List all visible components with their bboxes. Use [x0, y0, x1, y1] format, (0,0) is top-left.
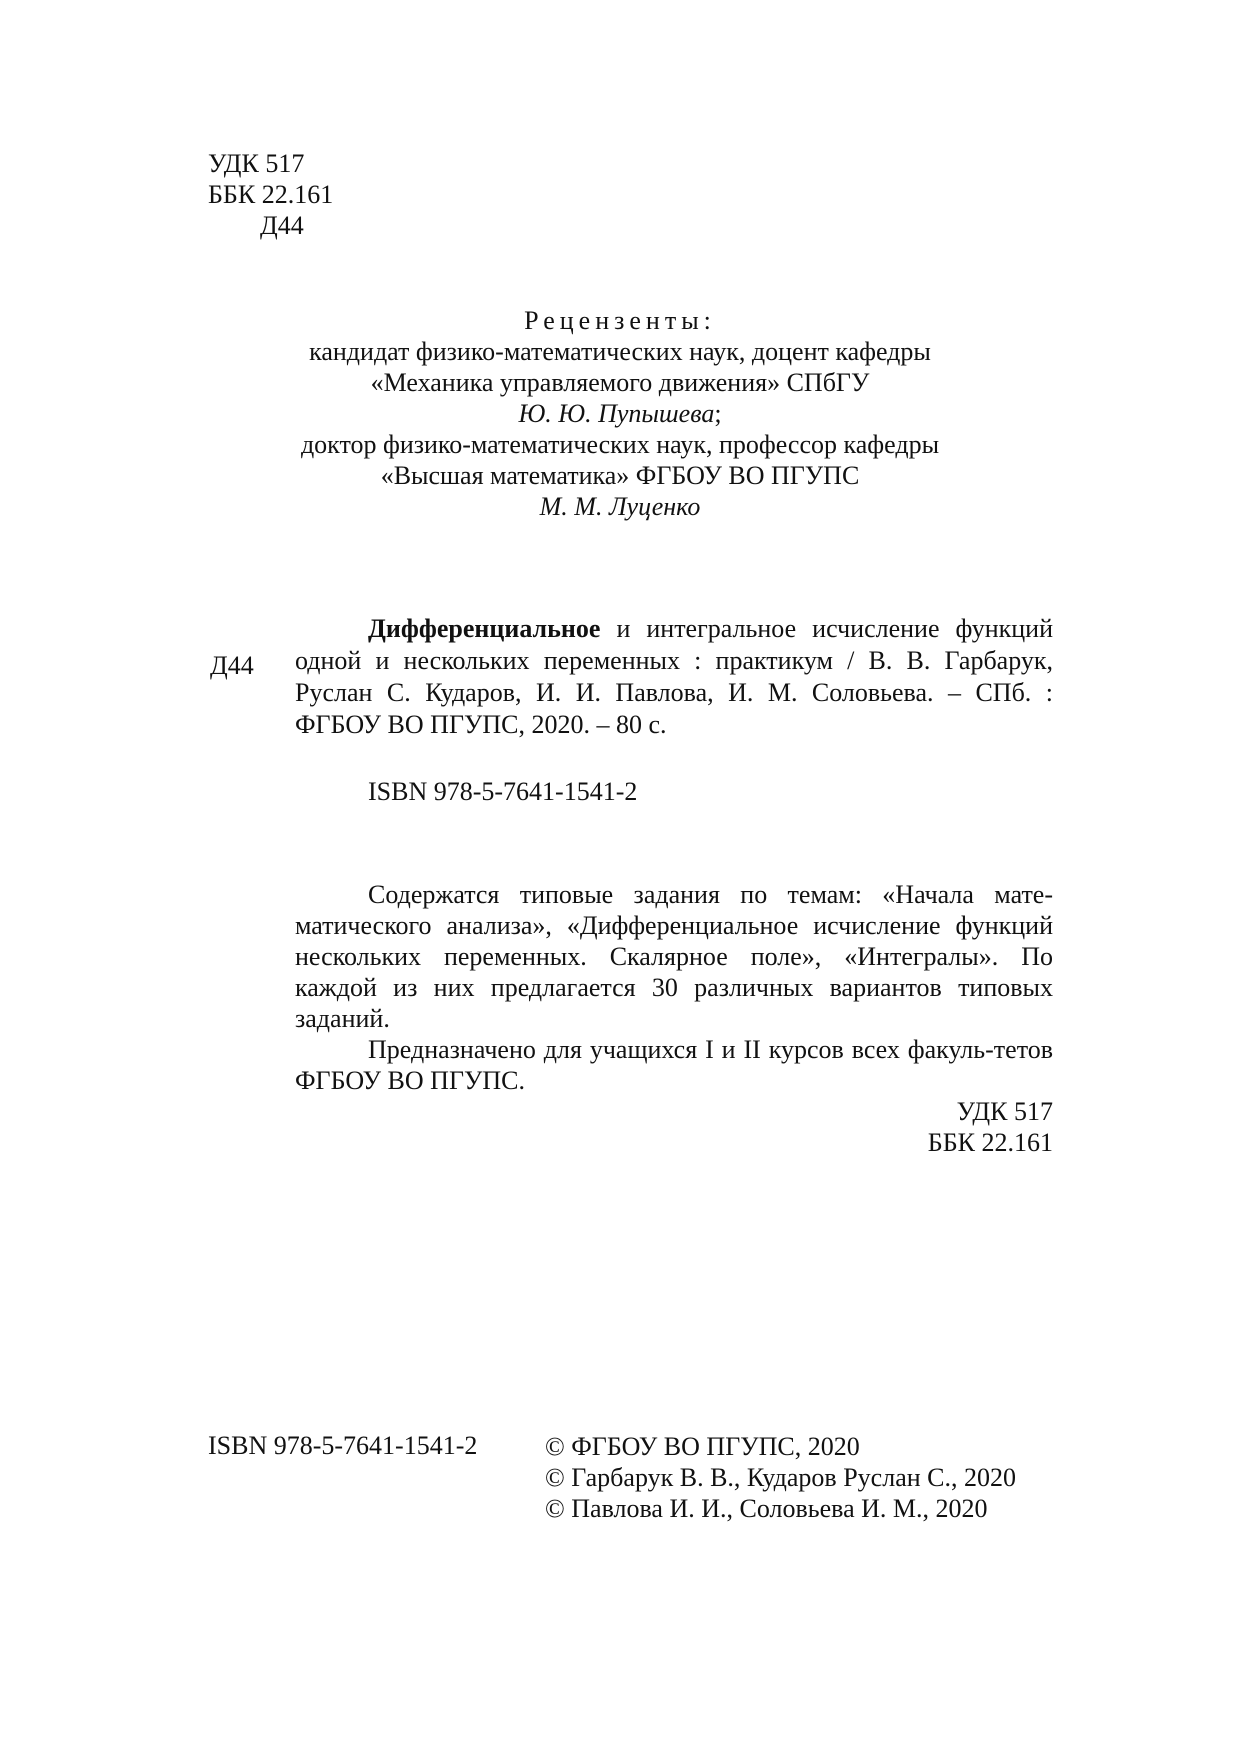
side-author-mark: Д44: [210, 651, 254, 680]
reviewer-separator: ;: [714, 399, 722, 428]
reviewers-block: [260, 305, 980, 522]
reviewer-2-name: М. М. Луценко: [539, 492, 701, 521]
bbk-code: ББК 22.161: [208, 180, 334, 209]
abstract-paragraph-1: Содержатся типовые задания по темам: «Начала мате-матического анализа», «Дифференциальное исчисление функций нескольких переменных. Скалярное поле», «Интегралы». По каждой из них предлагается 30 различных вариантов типовых заданий.: [295, 880, 1053, 1033]
classification-codes-top: [208, 148, 408, 241]
reviewers-heading: Рецензенты:: [524, 306, 716, 335]
bibliographic-record: [295, 613, 1053, 741]
udk-code: УДК 517: [208, 149, 305, 178]
copyright-line: © Гарбарук В. В., Кударов Руслан С., 2020: [545, 1463, 1016, 1492]
copyright-block: [545, 1431, 1016, 1524]
bibliographic-text: [295, 613, 1053, 741]
isbn-middle: ISBN 978-5-7641-1541-2: [368, 777, 638, 806]
isbn-bottom: ISBN 978-5-7641-1541-2: [208, 1431, 478, 1460]
bbk-code-bottom: ББК 22.161: [927, 1128, 1053, 1157]
reviewer-2-position: доктор физико-математических наук, профессор кафедры: [300, 430, 940, 459]
abstract-block: [295, 879, 1053, 1096]
reviewer-1-name: Ю. Ю. Пупышева: [518, 399, 715, 428]
bibliographic-title-bold: Дифференциальное: [368, 614, 601, 643]
author-mark: Д44: [260, 211, 304, 240]
udk-code-bottom: УДК 517: [956, 1097, 1053, 1126]
copyright-line: © Павлова И. И., Соловьева И. М., 2020: [545, 1494, 988, 1523]
copyright-line: © ФГБОУ ВО ПГУПС, 2020: [545, 1432, 860, 1461]
reviewer-2-department: «Высшая математика» ФГБОУ ВО ПГУПС: [380, 461, 860, 490]
bibliographic-rest: и интегральное исчисление функций одной и нескольких переменных : практикум / В. В. Гарбарук, Руслан С. Кударов, И. И. Павлова, И. М. Соловьева. – СПб. : ФГБОУ ВО ПГУПС, 2020. – 80 с.: [295, 614, 1053, 739]
reviewer-1-line: [260, 398, 980, 429]
reviewer-1-department: «Механика управляемого движения» СПбГУ: [370, 368, 870, 397]
classification-codes-bottom: [900, 1096, 1053, 1158]
abstract-paragraph-2: Предназначено для учащихся I и II курсов всех факуль-тетов ФГБОУ ВО ПГУПС.: [295, 1035, 1053, 1095]
reviewer-1-position: кандидат физико-математических наук, доцент кафедры: [309, 337, 931, 366]
